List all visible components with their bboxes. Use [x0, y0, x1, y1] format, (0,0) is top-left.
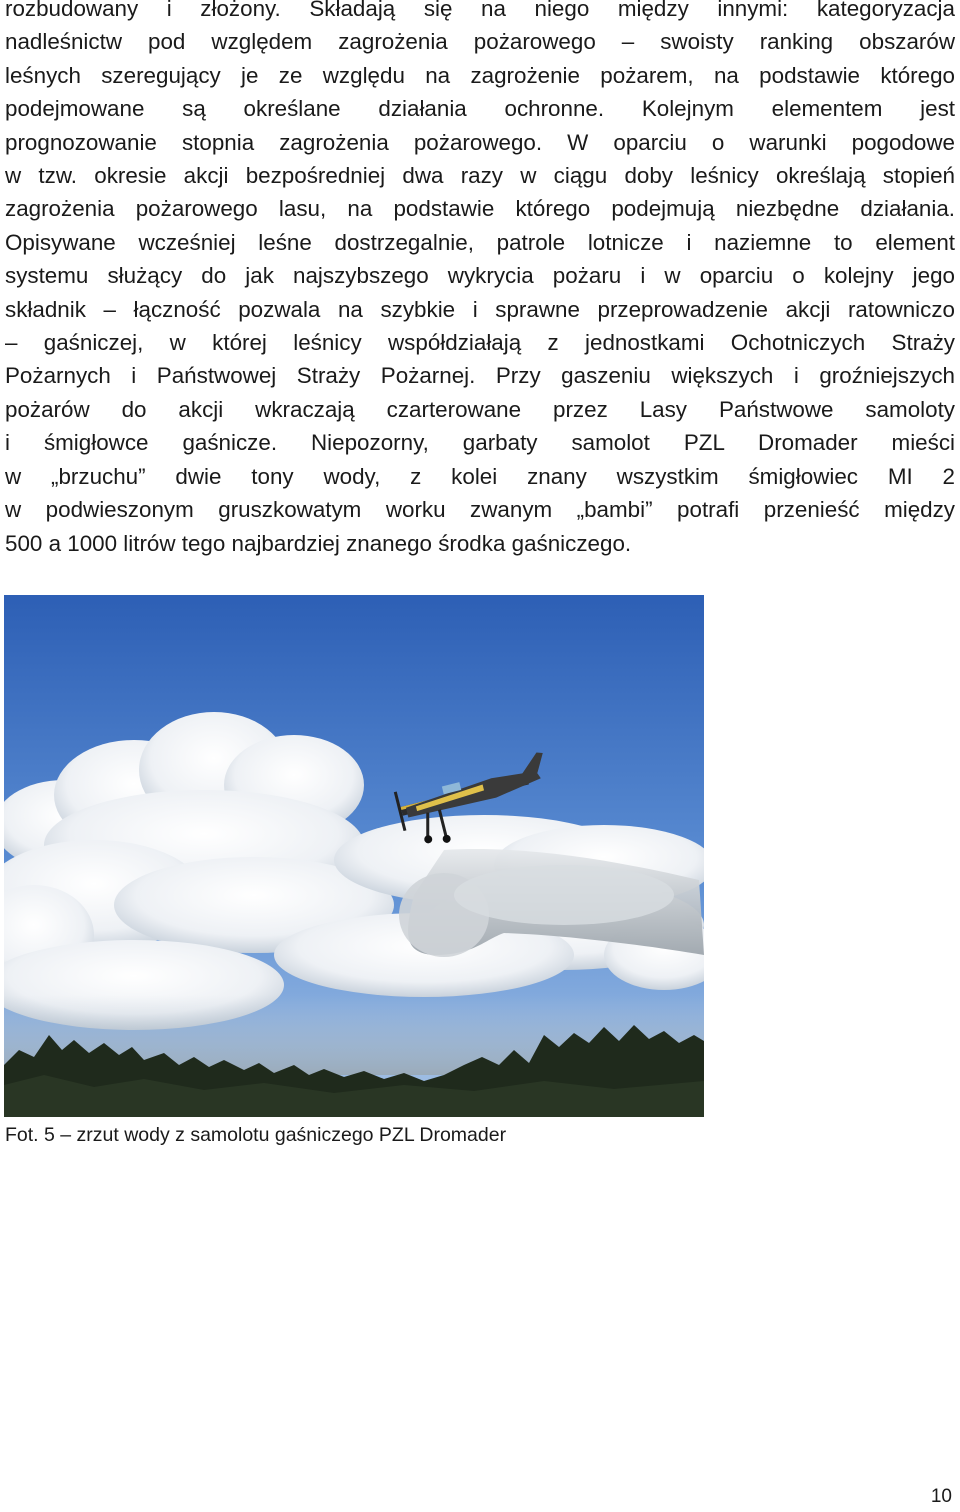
body-paragraph: [5, 0, 955, 560]
text-line: 500 a 1000 litrów tego najbardziej znanego środka gaśniczego.: [5, 530, 632, 556]
text-line: leśnych szeregujący je ze względu na zagrożenie pożarem, na podstawie którego: [5, 62, 955, 88]
text-line: nadleśnictw pod względem zagrożenia pożarowego – swoisty ranking obszarów: [5, 29, 955, 55]
text-line: w „brzuchu” dwie tony wody, z kolei znany wszystkim śmigłowiec MI 2: [5, 463, 955, 489]
text-line: systemu służący do jak najszybszego wykrycia pożaru i w oparciu o kolejny jego: [5, 263, 955, 289]
text-line: w tzw. okresie akcji bezpośredniej dwa razy w ciągu doby leśnicy określają stopień: [5, 163, 955, 189]
text-line: Opisywane wcześniej leśne dostrzegalnie, patrole lotnicze i naziemne to element: [5, 229, 955, 255]
text-line: i śmigłowce gaśnicze. Niepozorny, garbaty samolot PZL Dromader mieści: [5, 430, 955, 456]
text-line: Pożarnych i Państwowej Straży Pożarnej. Przy gaszeniu większych i groźniejszych: [5, 363, 955, 389]
text-line: zagrożenia pożarowego lasu, na podstawie którego podejmują niezbędne działania.: [5, 196, 955, 222]
firefighting-plane-photo: [4, 595, 704, 1117]
text-line: w podwieszonym gruszkowatym worku zwanym „bambi” potrafi przenieść między: [5, 497, 955, 523]
text-line: rozbudowany i złożony. Składają się na niego między innymi: kategoryzacja: [5, 0, 955, 21]
text-line: – gaśniczej, w której leśnicy współdziałają z jednostkami Ochotniczych Straży: [5, 330, 955, 356]
text-line: składnik – łączność pozwala na szybkie i sprawne przeprowadzenie akcji ratowniczo: [5, 296, 955, 322]
photo-caption: Fot. 5 – zrzut wody z samolotu gaśniczego PZL Dromader: [5, 1124, 507, 1146]
text-line: prognozowanie stopnia zagrożenia pożarowego. W oparciu o warunki pogodowe: [5, 129, 955, 155]
text-line: podejmowane są określane działania ochronne. Kolejnym elementem jest: [5, 96, 955, 122]
page-number: 10: [930, 1486, 952, 1507]
text-line: pożarów do akcji wkraczają czarterowane przez Lasy Państwowe samoloty: [5, 396, 955, 422]
